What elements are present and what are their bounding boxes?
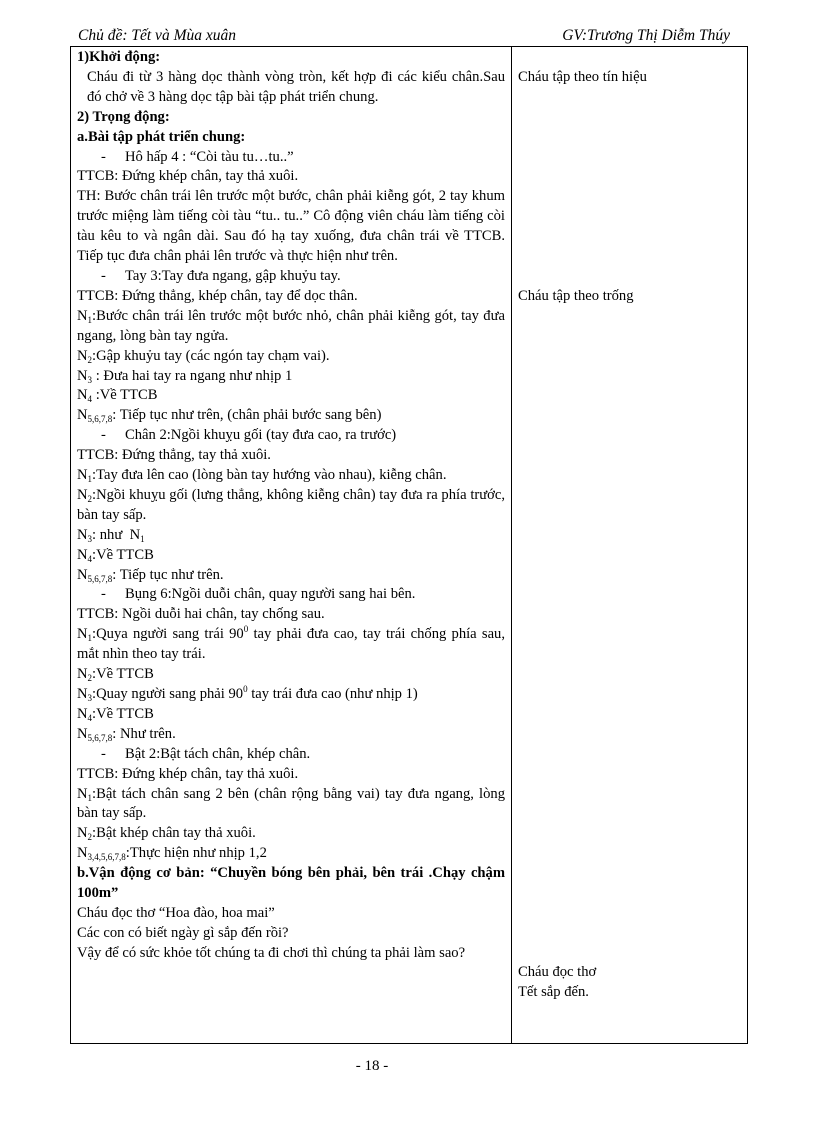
list-item: $N_2:Về$ TTCB [77, 666, 154, 684]
header-topic: Chủ đề: Tết và Mùa xuân [78, 27, 236, 44]
subsection-general-heading: a.Bài tập phát triển chung: [77, 128, 246, 145]
list-item: $N_{5,6,7,8}$: Như trên. [77, 725, 176, 743]
list-item: - Bụng 6:Ngồi duỗi chân, quay người sang hai bên. [101, 586, 416, 603]
list-item: TTCB: Đứng thẳng, khép chân, tay để dọc thân. [77, 287, 358, 304]
list-item: $N_2:Bật$ khép chân tay thả xuôi. [77, 825, 256, 843]
list-item: Các con có biết ngày gì sắp đến rồi? [77, 924, 289, 941]
list-item: $N_1:Tay$ đưa lên cao (lòng bàn tay hướng vào nhau), kiễng chân. [77, 467, 447, 485]
response-text: Cháu đọc thơ [518, 964, 597, 980]
list-item: TTCB: Đứng thẳng, tay thả xuôi. [77, 447, 271, 464]
list-item: TH: Bước chân trái lên trước một bước, chân phải kiễng gót, 2 tay khum trước miệng làm tiếng còi tàu “tu.. tu..” Cô động viên cháu làm tiếng còi tàu kêu to và ngân dài. Sau đó hạ tay xuống, đưa chân trái về TTCB. Tiếp tục đưa chân phải lên trước và thực hiện như trên. [77, 188, 505, 265]
list-item: Vậy để có sức khỏe tốt chúng ta đi chơi thì chúng ta phải làm sao? [77, 944, 466, 961]
list-item: $N_3:Quay$ người sang phải $90^0$ tay trái đưa cao (như nhịp 1) [77, 684, 418, 703]
response-3 [518, 963, 596, 1003]
response-text: Cháu tập theo tín hiệu [518, 69, 647, 85]
list-item: $N_1:Bước$ chân trái lên trước một bước nhỏ, chân phải kiễng gót, tay đưa ngang, lòng bàn tay ngửa. [77, 307, 505, 344]
list-item: $N_4:Về$ TTCB [77, 546, 154, 564]
header-teacher: GV:Trương Thị Diễm Thúy [562, 27, 730, 44]
list-item: Cháu đọc thơ “Hoa đào, hoa mai” [77, 904, 275, 921]
response-text: Cháu tập theo trống [518, 288, 634, 304]
list-item: $N_3$: như $N_1$ [77, 526, 145, 544]
list-item: $N_{3,4,5,6,7,8}:Thực$ hiện như nhịp 1,2 [77, 845, 267, 863]
lesson-table [70, 46, 748, 1044]
list-item: $N_4$ :Về TTCB [77, 387, 158, 405]
column-divider [511, 46, 512, 1043]
list-item: TTCB: Đứng khép chân, tay thả xuôi. [77, 765, 299, 782]
response-1 [518, 68, 647, 88]
warmup-text: Cháu đi từ 3 hàng dọc thành vòng tròn, kết hợp đi các kiểu chân.Sau đó chở về 3 hàng dọc tập bài tập phát triển chung. [87, 68, 505, 105]
response-2 [518, 287, 634, 307]
list-item: $N_{5,6,7,8}$: Tiếp tục như trên. [77, 566, 224, 584]
page-header [78, 27, 730, 47]
list-item: - Tay 3:Tay đưa ngang, gập khuỷu tay. [101, 267, 341, 284]
subsection-basic-heading: b.Vận động cơ bản: “Chuyền bóng bên phải, bên trái .Chạy chậm 100m” [77, 865, 505, 902]
list-item: - Bật 2:Bật tách chân, khép chân. [101, 745, 311, 762]
list-item: TTCB: Ngồi duỗi hai chân, tay chống sau. [77, 606, 325, 623]
list-item: - Hô hấp 4 : “Còi tàu tu…tu..” [101, 148, 294, 165]
list-item: $N_3$ : Đưa hai tay ra ngang như nhịp 1 [77, 367, 293, 385]
section-main-heading: 2) Trọng động: [77, 108, 170, 125]
list-item: TTCB: Đứng khép chân, tay thả xuôi. [77, 168, 299, 185]
section-warmup-heading: 1)Khởi động: [77, 49, 161, 65]
list-item: $N_{5,6,7,8}$: Tiếp tục như trên, (chân phải bước sang bên) [77, 407, 382, 425]
response-text: Tết sắp đến. [518, 983, 589, 1000]
list-item: $N_1:Quya$ người sang trái $90^0$ tay phải đưa cao, tay trái chống phía sau, mắt nhìn theo tay trái. [77, 624, 505, 663]
page-number: - 18 - [355, 1058, 389, 1074]
list-item: $N_2:Ngồi$ khuỵu gối (lưng thẳng, không kiễng chân) tay đưa ra phía trước, bàn tay sấp. [77, 486, 505, 523]
list-item: $N_2:Gập$ khuỷu tay (các ngón tay chạm vai). [77, 347, 330, 365]
list-item: - Chân 2:Ngồi khuỵu gối (tay đưa cao, ra trước) [101, 427, 397, 444]
list-item: $N_4:Về$ TTCB [77, 705, 154, 723]
list-item: $N_1:Bật$ tách chân sang 2 bên (chân rộng bằng vai) tay đưa ngang, lòng bàn tay sấp. [77, 785, 505, 822]
activity-column [77, 48, 505, 964]
